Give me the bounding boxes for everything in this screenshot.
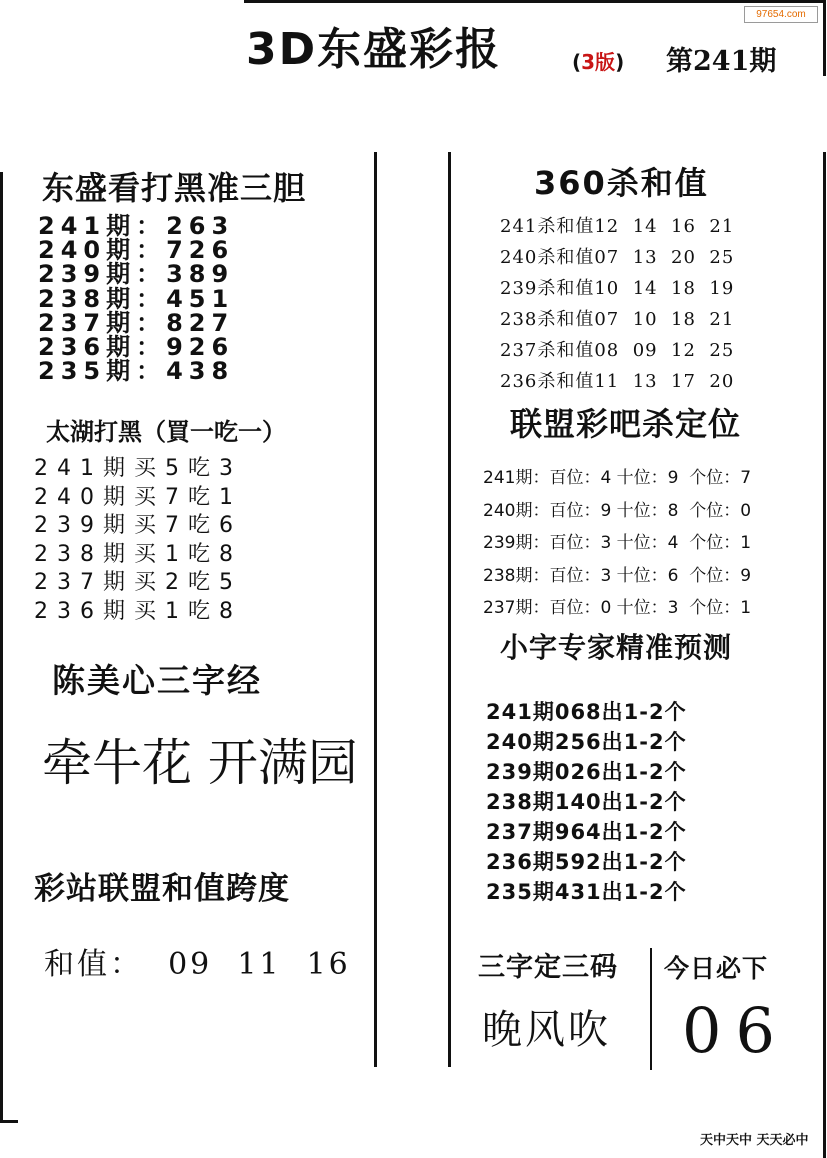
list-item: 239期：百位：3 十位：4 个位：1 [483, 533, 752, 554]
list-item: 236期买1吃8 [34, 598, 242, 624]
list-item: 237期买2吃5 [34, 570, 242, 596]
right-border-rule [823, 152, 826, 1158]
taihu-title: 太湖打黑（買一吃一） [46, 418, 286, 446]
middle-column-rule [448, 152, 451, 1067]
left-column-rule [374, 152, 377, 1067]
xiaozi-list [486, 697, 687, 907]
list-item: 241杀和值12 14 16 21 [500, 216, 735, 237]
list-item: 239杀和值10 14 18 19 [500, 278, 735, 299]
kill360-title: 360杀和值 [534, 164, 709, 202]
watermark-badge: 97654.com [744, 6, 818, 23]
issue-number: 第241期 [666, 46, 777, 77]
left-border-rule [0, 172, 3, 1122]
list-item: 237杀和值08 09 12 25 [500, 340, 735, 361]
list-item: 236期：926 [38, 333, 235, 362]
lianmeng-list [483, 462, 751, 625]
list-item: 241期：263 [38, 212, 235, 240]
list-item: 238期140出1-2个 [486, 790, 687, 814]
list-item: 240期256出1-2个 [486, 730, 687, 754]
list-item: 237期964出1-2个 [486, 820, 687, 844]
page-title: 3D东盛彩报 [246, 24, 502, 75]
today-title: 今日必下 [664, 954, 769, 983]
sanzi-text: 晚风吹 [482, 1007, 611, 1053]
caizhan-text: 和值： 09 11 16 [44, 947, 351, 982]
chenmeixin-text: 牵牛花 开满园 [42, 734, 358, 792]
list-item: 236杀和值11 13 17 20 [500, 371, 735, 392]
list-item: 237期：百位：0 十位：3 个位：1 [483, 598, 752, 619]
list-item: 241期买5吃3 [34, 456, 242, 481]
list-item: 241期：百位：4 十位：9 个位：7 [483, 468, 752, 488]
xiaozi-title: 小字专家精准预测 [500, 631, 733, 664]
list-item: 238期买1吃8 [34, 541, 242, 567]
list-item: 240期买7吃1 [34, 484, 242, 510]
today-number: 06 [682, 994, 789, 1067]
edition-label: (3版) [572, 50, 625, 74]
list-item: 240期：百位：9 十位：8 个位：0 [483, 500, 752, 521]
kill360-list [500, 211, 734, 397]
list-item: 240期：726 [38, 236, 235, 265]
bottom-box-divider [650, 948, 652, 1070]
lianmeng-title: 联盟彩吧杀定位 [510, 405, 742, 443]
edition-number: 3版 [581, 50, 616, 74]
list-item: 235期：438 [38, 357, 235, 386]
list-item: 237期：827 [38, 308, 235, 337]
list-item: 238杀和值07 10 18 21 [500, 309, 735, 330]
list-item: 238期：451 [38, 284, 235, 313]
left-bottom-tick [0, 1120, 18, 1123]
header-top-rule [244, 0, 826, 3]
list-item: 239期026出1-2个 [486, 760, 687, 784]
list-item: 236期592出1-2个 [486, 850, 687, 874]
dongsheng-title: 东盛看打黑准三胆 [42, 169, 307, 207]
list-item: 240杀和值07 13 20 25 [500, 247, 735, 268]
caizhan-title: 彩站联盟和值跨度 [34, 871, 290, 907]
sanzi-title: 三字定三码 [478, 952, 618, 983]
list-item: 238期：百位：3 十位：6 个位：9 [483, 565, 752, 586]
list-item: 235期431出1-2个 [486, 880, 687, 904]
list-item: 241期068出1-2个 [486, 700, 687, 724]
header-right-rule [823, 0, 826, 76]
list-item: 239期买7吃6 [34, 513, 242, 539]
list-item: 239期：389 [38, 260, 235, 289]
chenmeixin-title: 陈美心三字经 [52, 661, 262, 700]
taihu-list [34, 455, 242, 627]
dongsheng-list [38, 212, 235, 386]
footer-slogan: 天中天中 天天必中 [700, 1133, 809, 1148]
